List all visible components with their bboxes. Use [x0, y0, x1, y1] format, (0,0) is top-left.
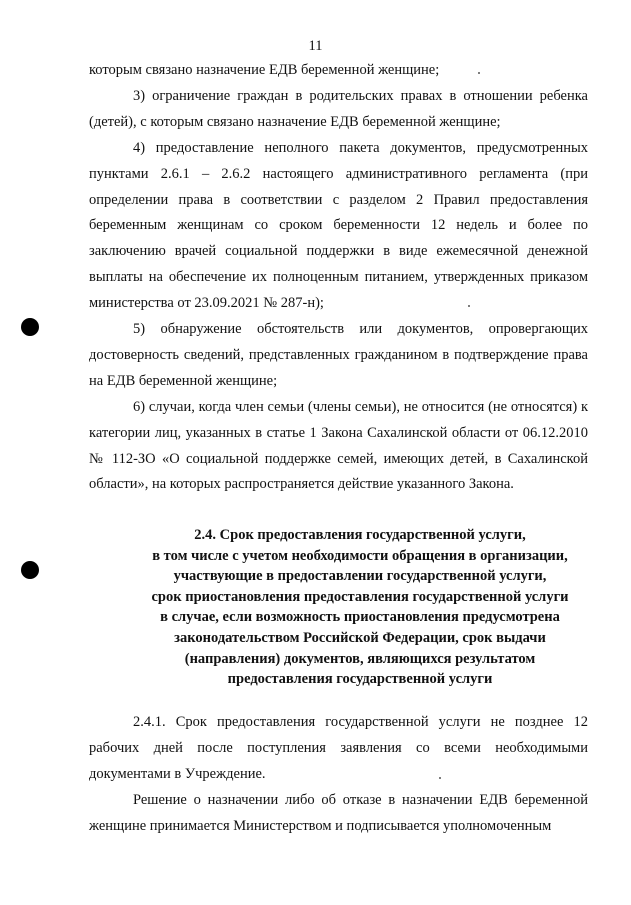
scan-speck [439, 777, 441, 779]
heading-line: (направления) документов, являющихся результатом [184, 650, 536, 667]
punch-hole-mark [21, 318, 39, 336]
page-number: 11 [308, 38, 323, 54]
paragraph-item-6: 6) случаи, когда член семьи (члены семьи), не относится (не относятся) к категории лиц, указанных в статье 1 Закона Сахалинской области от 06.12.2010 № 112-ЗО «О социальной поддержке семей, имеющих детей, в Сахалинской области», на которых распространяется действие указанного Закона. [89, 399, 588, 493]
heading-line: предоставления государственной услуги [227, 671, 493, 688]
heading-line: в случае, если возможность приостановления предусмотрена [160, 609, 560, 626]
section-heading [100, 525, 620, 690]
paragraph-decision: Решение о назначении либо об отказе в назначении ЕДВ беременной женщине принимается Министерством и подписывается уполномоченным [89, 792, 588, 834]
heading-line: законодательством Российской Федерации, срок выдачи [174, 629, 546, 646]
heading-line: участвующие в предоставлении государственной услуги, [173, 568, 547, 585]
paragraph-item-4: 4) предоставление неполного пакета документов, предусмотренных пунктами 2.6.1 – 2.6.2 настоящего административного регламента (при определении права в соответствии с разделом 2 Правил предоставления беременным женщинам со сроком беременности 12 недель и более по заключению врачей социальной поддержки в виде ежемесячной денежной выплаты на обеспечение их полноценным питанием, утвержденных приказом министерства от 23.09.2021 № 287-н); [89, 140, 588, 311]
heading-line: в том числе с учетом необходимости обращения в организации, [152, 547, 568, 564]
punch-hole-mark [21, 561, 39, 579]
paragraph-2-4-1: 2.4.1. Срок предоставления государственной услуги не позднее 12 рабочих дней после поступления заявления со всеми необходимыми документами в Учреждение. [89, 714, 588, 782]
paragraph-item-5: 5) обнаружение обстоятельств или документов, опровергающих достоверность сведений, представленных гражданином в подтверждение права на ЕДВ беременной женщине; [89, 321, 588, 389]
paragraph-continuation: которым связано назначение ЕДВ беременной женщине; [89, 62, 440, 78]
paragraph-item-3: 3) ограничение граждан в родительских правах в отношении ребенка (детей), с которым связано назначение ЕДВ беременной женщине; [89, 88, 588, 130]
scan-speck [468, 305, 470, 307]
heading-line: срок приостановления предоставления государственной услуги [151, 588, 569, 605]
heading-line: 2.4. Срок предоставления государственной услуги, [194, 527, 526, 543]
scan-speck [478, 72, 480, 74]
